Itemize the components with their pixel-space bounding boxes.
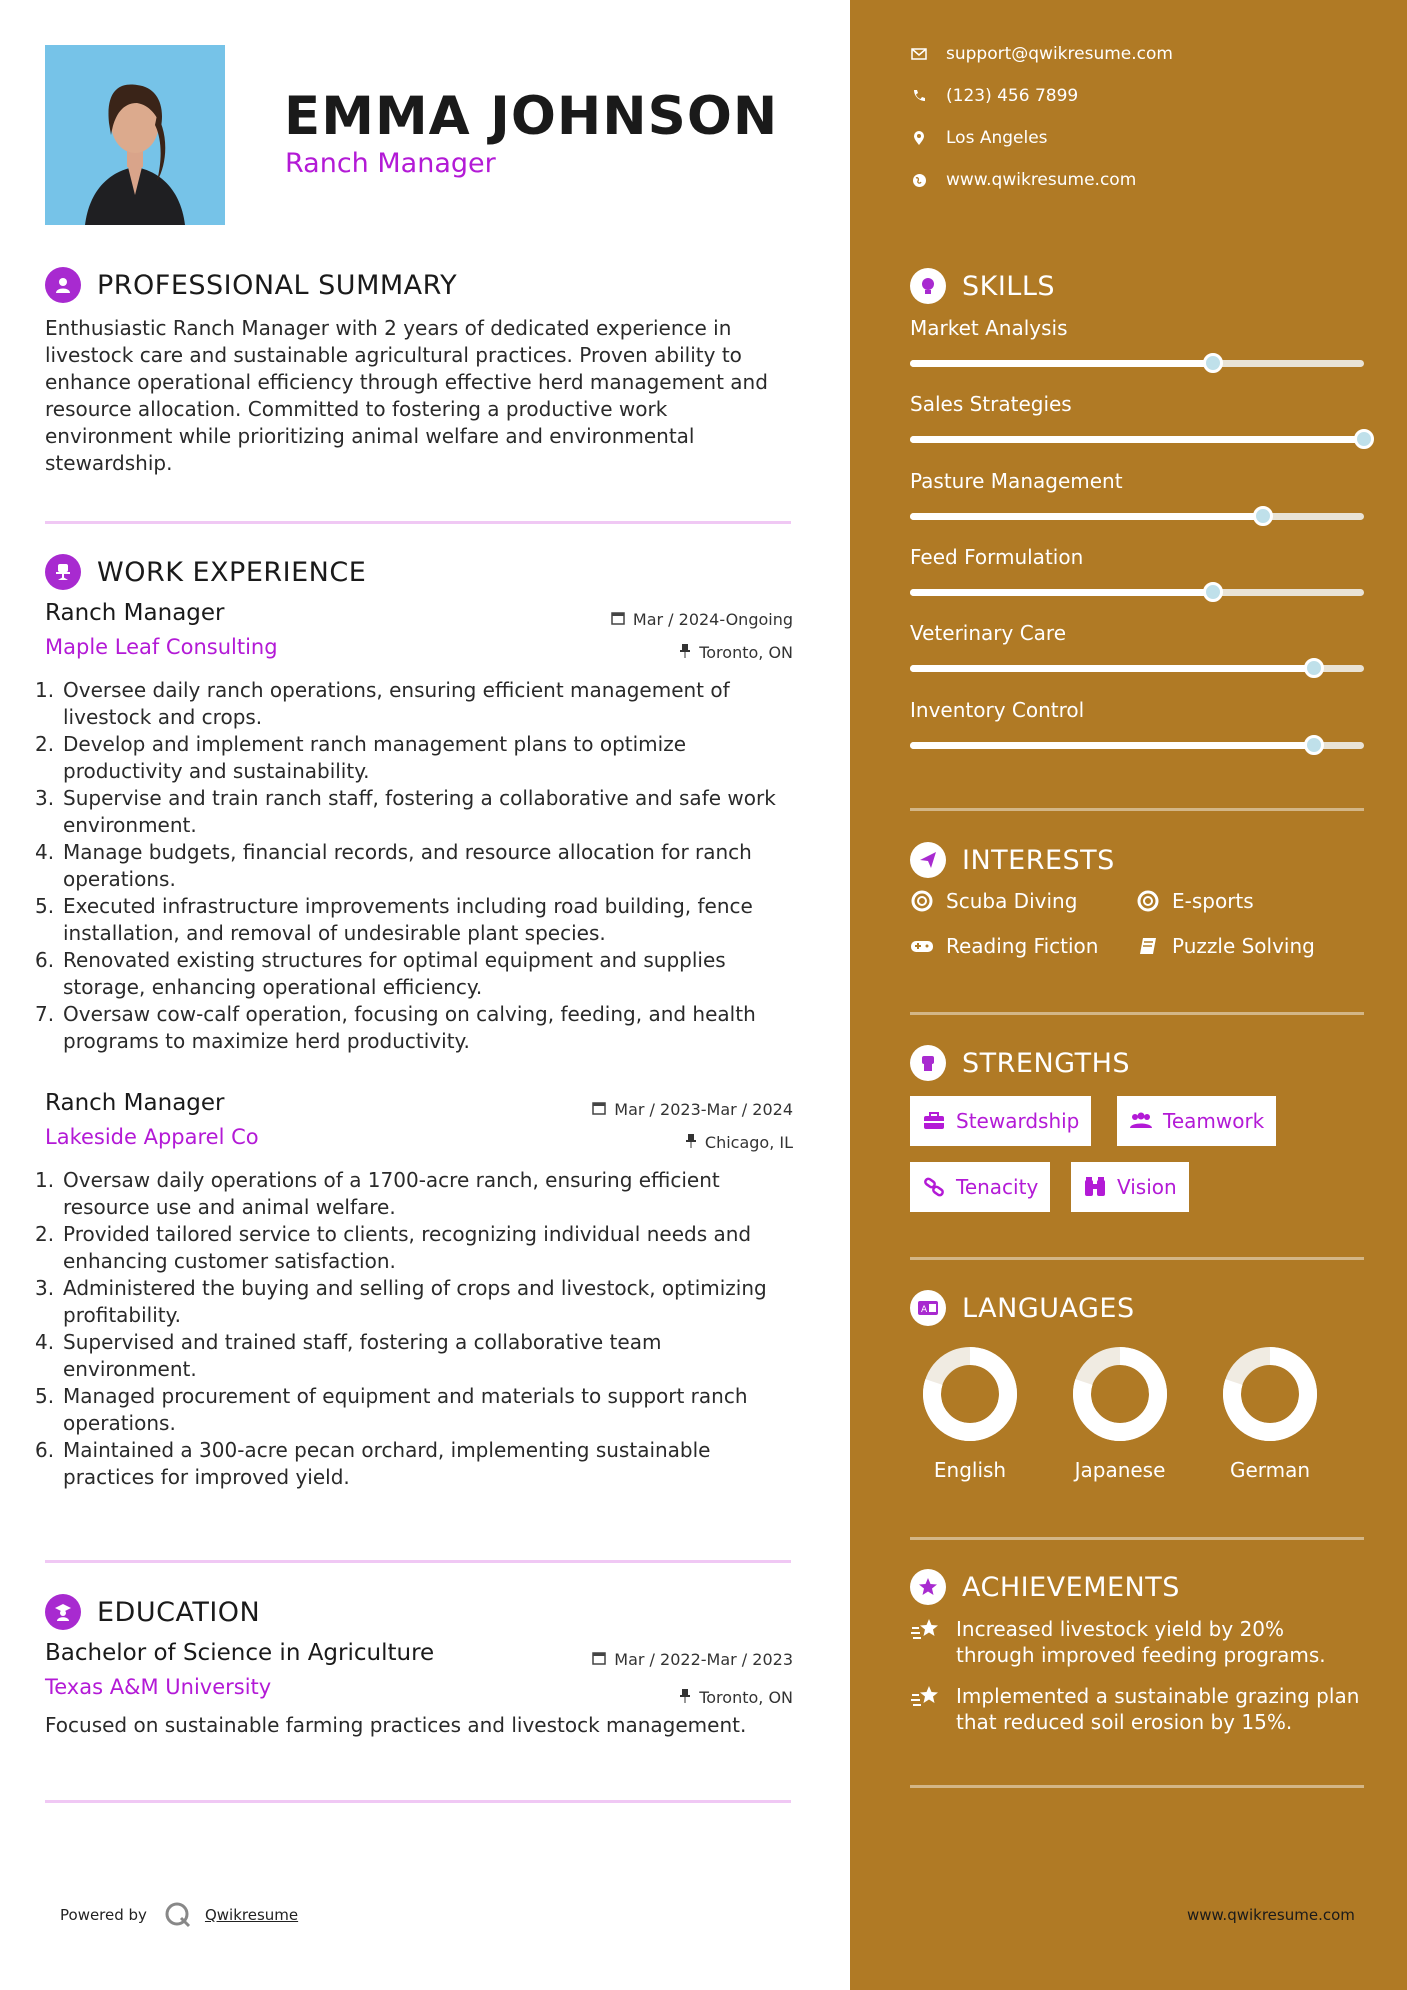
skill-label: Pasture Management: [910, 469, 1123, 493]
graduate-icon: [45, 1594, 81, 1630]
lifebuoy-icon: [910, 889, 934, 913]
contact-email[interactable]: support@qwikresume.com: [910, 44, 1173, 64]
skill-slider: [910, 665, 1364, 672]
interest-item: Reading Fiction: [910, 934, 1098, 958]
skill-item: [910, 545, 1364, 596]
fist-icon: [910, 1045, 946, 1081]
skill-slider: [910, 513, 1364, 520]
job-entry: [35, 1090, 793, 1491]
skill-slider: [910, 436, 1364, 443]
skill-item: [910, 316, 1364, 367]
list-item: 3. Supervise and train ranch staff, fostering a collaborative and safe work environment.: [35, 786, 776, 837]
calendar-icon: [592, 1100, 606, 1119]
achievements-header: [910, 1569, 1180, 1605]
education-description: Focused on sustainable farming practices and livestock management.: [45, 1713, 747, 1737]
skill-slider: [910, 589, 1364, 596]
skill-label: Market Analysis: [910, 316, 1068, 340]
education-title: EDUCATION: [97, 1596, 261, 1628]
list-item: 2. Provided tailored service to clients, recognizing individual needs and enhancing customer satisfaction.: [35, 1222, 752, 1273]
skill-fill: [910, 436, 1364, 443]
calendar-icon: [611, 610, 625, 629]
link-icon: [922, 1175, 946, 1199]
summary-text: Enthusiastic Ranch Manager with 2 years of dedicated experience in livestock care and sustainable agricultural practices. Proven ability to enhance operational efficiency through effective herd management and resource allocation. Committed to fostering a productive work environment while prioritizing animal welfare and environmental stewardship.: [45, 316, 768, 475]
skill-label: Sales Strategies: [910, 392, 1072, 416]
map-pin-icon: [910, 129, 928, 147]
job-date: Mar / 2024-Ongoing: [611, 610, 793, 629]
skills-title: SKILLS: [962, 270, 1056, 302]
envelope-icon: [910, 45, 928, 63]
svg-text:A: A: [921, 1305, 928, 1315]
office-chair-icon: [45, 554, 81, 590]
skill-fill: [910, 513, 1263, 520]
skill-label: Veterinary Care: [910, 621, 1067, 645]
list-item: 5. Executed infrastructure improvements including road building, fence installation, and removal of undesirable plant species.: [35, 894, 753, 945]
pin-icon: [679, 643, 691, 662]
education-date: Mar / 2022-Mar / 2023: [592, 1650, 793, 1669]
section-divider: [45, 1800, 791, 1803]
job-title: Ranch Manager: [45, 1090, 225, 1116]
briefcase-icon: [922, 1109, 946, 1133]
skill-label: Inventory Control: [910, 698, 1085, 722]
globe-icon: [910, 171, 928, 189]
school-name: Texas A&M University: [45, 1675, 272, 1699]
skill-slider: [910, 360, 1364, 367]
languages-title: LANGUAGES: [962, 1292, 1135, 1324]
section-divider: [45, 521, 791, 524]
languages-header: [910, 1290, 1135, 1326]
summary-title: PROFESSIONAL SUMMARY: [97, 269, 458, 301]
skill-label: Feed Formulation: [910, 545, 1084, 569]
candidate-role: Ranch Manager: [285, 148, 496, 179]
binoculars-icon: [1083, 1175, 1107, 1199]
book-icon: [1136, 934, 1160, 958]
achievement-item: Increased livestock yield by 20% through improved feeding programs.: [910, 1616, 1364, 1668]
job-date: Mar / 2023-Mar / 2024: [592, 1100, 793, 1119]
skill-item: [910, 698, 1364, 749]
strength-badge: Stewardship: [910, 1096, 1091, 1146]
job-location: Toronto, ON: [679, 643, 793, 662]
gamepad-icon: [910, 934, 934, 958]
qwikresume-logo-icon: [163, 1900, 193, 1930]
skill-item: [910, 621, 1364, 672]
skill-fill: [910, 589, 1213, 596]
qwikresume-link[interactable]: Qwikresume: [204, 1906, 299, 1924]
contact-phone[interactable]: (123) 456 7899: [910, 86, 1078, 106]
language-label: German: [1229, 1458, 1311, 1482]
section-divider: [910, 1537, 1364, 1540]
strength-badge: Vision: [1071, 1162, 1189, 1212]
skill-knob: [1304, 735, 1324, 755]
achievements-title: ACHIEVEMENTS: [962, 1571, 1180, 1603]
strength-badge: Teamwork: [1117, 1096, 1276, 1146]
skill-fill: [910, 360, 1213, 367]
job-responsibilities: [35, 1167, 793, 1491]
list-item: 6. Maintained a 300-acre pecan orchard, implementing sustainable practices for improved yield.: [35, 1438, 711, 1489]
skills-header: [910, 268, 1055, 304]
language-item: [905, 1346, 1035, 1482]
list-item: 1. Oversee daily ranch operations, ensuring efficient management of livestock and crops.: [35, 678, 730, 729]
skill-knob: [1203, 353, 1223, 373]
education-location: Toronto, ON: [679, 1688, 793, 1707]
list-item: 4. Manage budgets, financial records, and resource allocation for ranch operations.: [35, 840, 752, 891]
skill-slider: [910, 742, 1364, 749]
shooting-star-icon: [910, 1616, 942, 1646]
pin-icon: [685, 1133, 697, 1152]
pin-icon: [679, 1688, 691, 1707]
experience-header: [45, 554, 366, 590]
section-divider: [910, 1012, 1364, 1015]
interest-item: E-sports: [1136, 889, 1254, 913]
job-company: Lakeside Apparel Co: [45, 1125, 259, 1149]
section-divider: [910, 1785, 1364, 1788]
contact-location: Los Angeles: [910, 128, 1048, 148]
list-item: 7. Oversaw cow-calf operation, focusing on calving, feeding, and health programs to maximize herd productivity.: [35, 1002, 756, 1053]
skill-fill: [910, 665, 1314, 672]
strengths-header: [910, 1045, 1130, 1081]
language-level-ring: [922, 1346, 1018, 1442]
section-divider: [910, 1257, 1364, 1260]
list-item: 1. Oversaw daily operations of a 1700-acre ranch, ensuring efficient resource use and animal welfare.: [35, 1168, 720, 1219]
language-item: [1055, 1346, 1185, 1482]
skill-knob: [1203, 582, 1223, 602]
profile-photo: [45, 45, 225, 225]
job-company: Maple Leaf Consulting: [45, 635, 278, 659]
strength-badge: Tenacity: [910, 1162, 1050, 1212]
language-level-ring: [1072, 1346, 1168, 1442]
degree-title: Bachelor of Science in Agriculture: [45, 1640, 435, 1666]
summary-header: [45, 267, 457, 303]
interests-header: [910, 842, 1115, 878]
education-entry: [45, 1640, 793, 1737]
education-header: [45, 1594, 260, 1630]
lightbulb-icon: [910, 268, 946, 304]
interests-title: INTERESTS: [962, 844, 1115, 876]
list-item: 4. Supervised and trained staff, fostering a collaborative team environment.: [35, 1330, 662, 1381]
candidate-name: EMMA JOHNSON: [284, 86, 779, 147]
skill-knob: [1354, 429, 1374, 449]
calendar-icon: [592, 1650, 606, 1669]
list-item: 3. Administered the buying and selling of crops and livestock, optimizing profitability.: [35, 1276, 767, 1327]
translate-icon: [910, 1290, 946, 1326]
users-icon: [1129, 1109, 1153, 1133]
interest-item: Puzzle Solving: [1136, 934, 1315, 958]
experience-title: WORK EXPERIENCE: [97, 556, 367, 588]
section-divider: [910, 808, 1364, 811]
contact-website[interactable]: www.qwikresume.com: [910, 170, 1136, 190]
shooting-star-icon: [910, 1683, 942, 1713]
job-location: Chicago, IL: [685, 1133, 793, 1152]
skill-fill: [910, 742, 1314, 749]
achievement-item: Implemented a sustainable grazing plan that reduced soil erosion by 15%.: [910, 1683, 1364, 1735]
language-label: Japanese: [1074, 1458, 1166, 1482]
list-item: 6. Renovated existing structures for optimal equipment and supplies storage, enhancing operational efficiency.: [35, 948, 726, 999]
job-title: Ranch Manager: [45, 600, 225, 626]
section-divider: [45, 1560, 791, 1563]
skill-item: [910, 469, 1364, 520]
list-item: 2. Develop and implement ranch management plans to optimize productivity and sustainability.: [35, 732, 687, 783]
skill-item: [910, 392, 1364, 443]
list-item: 5. Managed procurement of equipment and materials to support ranch operations.: [35, 1384, 748, 1435]
footer-website[interactable]: www.qwikresume.com: [1187, 1906, 1355, 1924]
interest-item: Scuba Diving: [910, 889, 1077, 913]
skill-knob: [1304, 658, 1324, 678]
user-icon: [45, 267, 81, 303]
phone-icon: [910, 87, 928, 105]
language-item: [1205, 1346, 1335, 1482]
job-responsibilities: [35, 677, 793, 1055]
language-level-ring: [1222, 1346, 1318, 1442]
paper-plane-icon: [910, 842, 946, 878]
language-label: English: [933, 1458, 1007, 1482]
star-icon: [910, 1569, 946, 1605]
strengths-title: STRENGTHS: [962, 1047, 1131, 1079]
lifebuoy-icon: [1136, 889, 1160, 913]
job-entry: [35, 600, 793, 1055]
powered-by: Powered by Qwikresume: [60, 1900, 298, 1930]
